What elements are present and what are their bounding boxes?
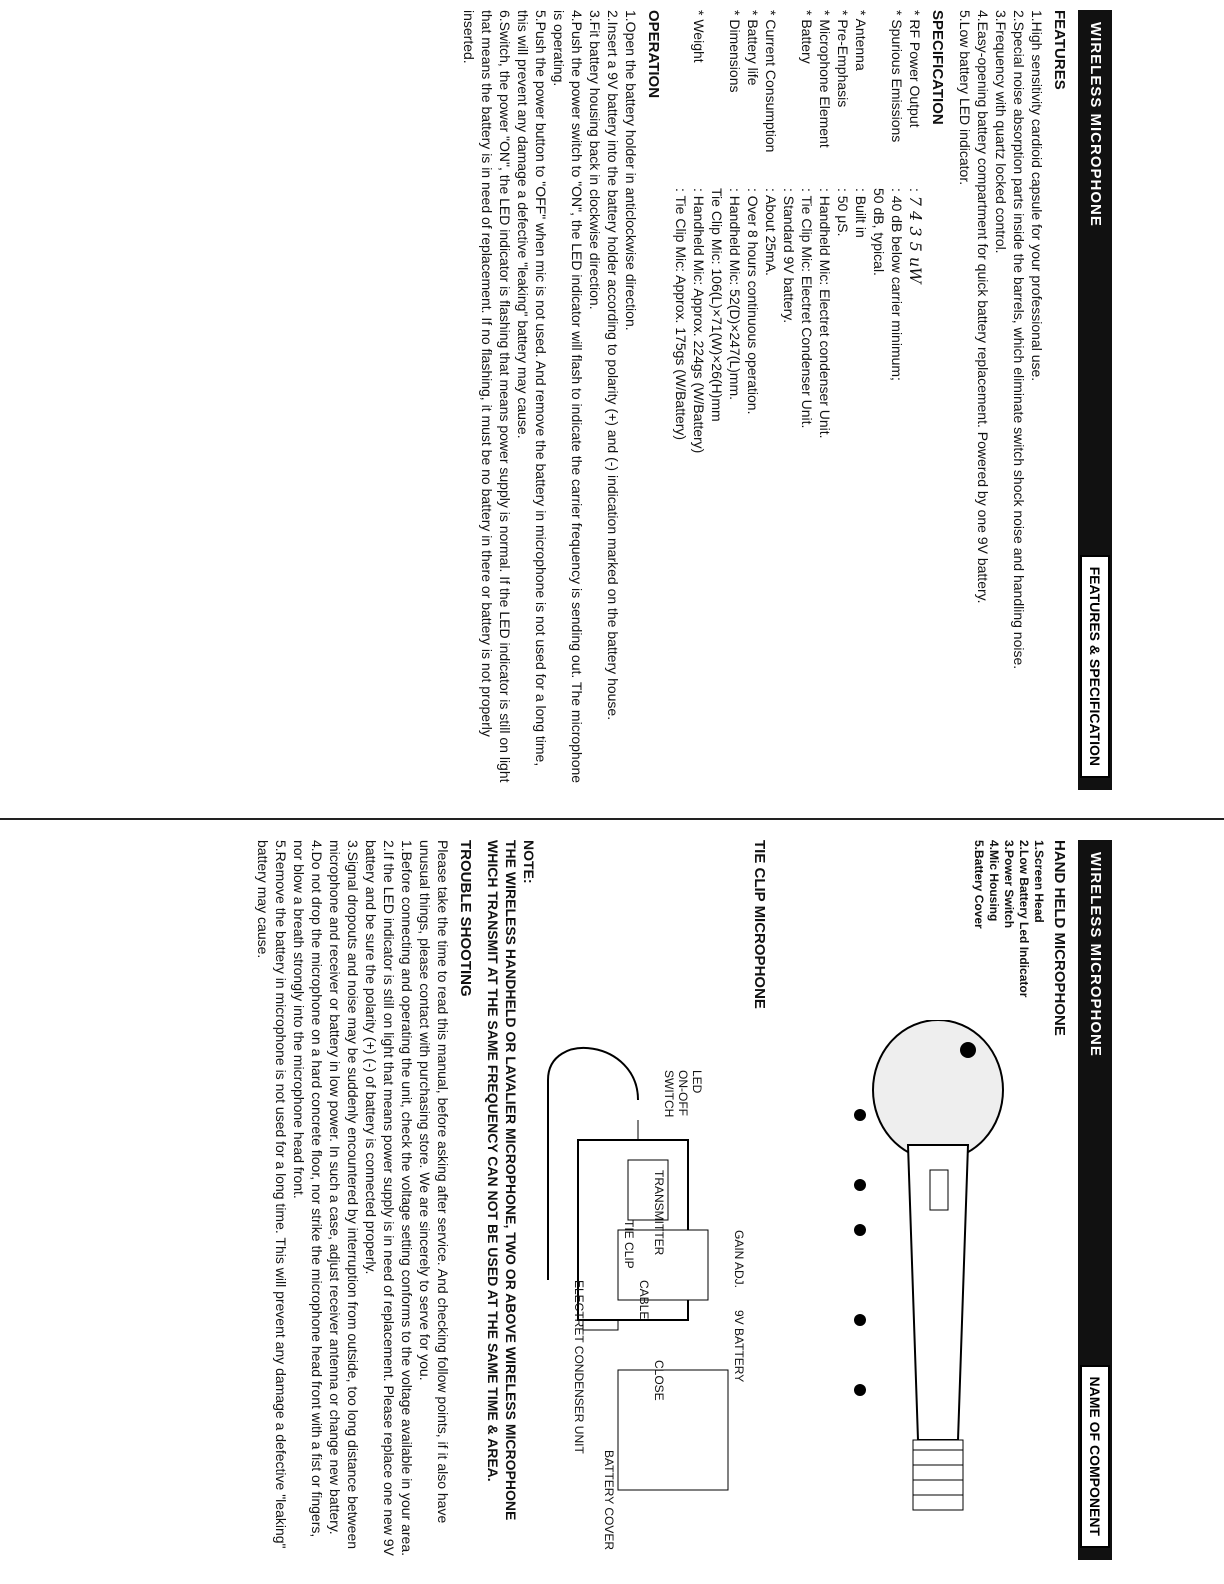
spec-value: : Handheld Mic: Electret condenser Unit. (817, 188, 833, 439)
tieclip-title: TIE CLIP MICROPHONE (751, 840, 768, 1009)
spec-value: : Over 8 hours continuous operation. (745, 188, 761, 415)
bottom-header-left: WIRELESS MICROPHONE (1087, 852, 1104, 1057)
spec-key: * Weight (691, 10, 707, 63)
tie-label-cover: BATTERY COVER (602, 1450, 616, 1551)
top-header-right: FEATURES & SPECIFICATION (1080, 555, 1110, 778)
note-block (484, 840, 538, 1560)
list-item: 6.Switch, the power "ON", the LED indicator is flashing that means power supply is normal. If the LED indicator is still on light that means the battery is in need of replacement. If no flashing, it must be no battery in there or battery is not properly inserted. (461, 10, 513, 783)
tie-label-transmitter: TRANSMITTER (652, 1170, 666, 1256)
operation-title: OPERATION (645, 10, 662, 99)
spec-table (672, 10, 924, 790)
list-item: 5.Low battery LED indicator. (957, 10, 973, 186)
list-item: 1.High sensitivity cardioid capsule for your professional use. (1029, 10, 1045, 382)
spec-value: : 40 dB below carrier minimum; 50 dB, typical. (871, 188, 905, 381)
tie-label-close: CLOSE (652, 1360, 666, 1401)
trouble-list (254, 840, 416, 1560)
spec-title: SPECIFICATION (929, 10, 946, 125)
list-item: 3.Power Switch (1002, 840, 1016, 929)
features-title: FEATURES (1051, 10, 1068, 90)
list-item: 1.Before connecting and operating the unit, check the voltage setting conforms to the voltage available in your area. (399, 840, 415, 1557)
trouble-intro: Please take the time to read this manual, before asking after service. And checking follow points, if it also have unusual things, please contact with purchasing store. We are sincerely to serve for you. (417, 840, 451, 1524)
list-item: 1.Screen Head (1032, 840, 1046, 923)
spec-value: : Built in (853, 188, 869, 238)
features-list (956, 10, 1046, 790)
spec-key: * Current Consumption (763, 10, 779, 153)
list-item: 2.Special noise absorption parts inside the barrels, which eliminate switch shock noise and handling noise. (1011, 10, 1027, 670)
tie-label-cable: CABLE (637, 1280, 651, 1320)
spec-value: : Handheld Mic: Approx. 224gs (W/Battery) : Tie Clip Mic: Approx. 175gs (W/Battery) (673, 188, 707, 454)
list-item: 3.Frequency with quartz locked control. (993, 10, 1009, 254)
spec-value-text: : (907, 188, 923, 192)
page-divider (0, 818, 1224, 820)
list-item: 3.Signal dropouts and noise may be suddenly encountered by interruption from outside, too long distance between microphone and receiver or battery in low power. In such a case, adjust receiver antenna or change new battery. (327, 840, 361, 1550)
spec-value: : Handheld Mic: 52(D)×247(L)mm. Tie Clip Mic: 106(L)×71(W)×26(H)mm (709, 188, 743, 422)
list-item: 4.Easy-opening battery compartment for quick battery replacement. Powered by one 9V battery. (975, 10, 991, 604)
tie-label-onoff: ON-OFF (676, 1070, 690, 1116)
operation-list (460, 10, 640, 790)
spec-value: : 50 μS. (835, 188, 851, 237)
list-item: 2.Low Battery Led Indicator (1017, 840, 1031, 998)
tie-label-gain: GAIN ADJ. (732, 1230, 746, 1289)
handheld-section (778, 840, 1068, 1560)
list-item: 3.Fit battery housing back in clockwise direction. (587, 10, 603, 310)
spec-key: * Microphone Element (817, 10, 833, 148)
top-header-left: WIRELESS MICROPHONE (1087, 22, 1104, 227)
spec-key: * RF Power Output (907, 10, 923, 128)
spec-key: * Antenna (853, 10, 869, 71)
bottom-panel (254, 840, 1112, 1560)
list-item: 2.Insert a 9V battery into the battery holder according to polarity (+) and (-) indication marked on the battery house. (605, 10, 621, 721)
bottom-header (1078, 840, 1112, 1560)
spec-value: : Tie Clip Mic: Electret Condenser Unit. : Standard 9V battery. (781, 188, 815, 429)
list-item: 2.If the LED indicator is still on light that means power supply is in need of replacement. Please replace one new 9V battery and be sure the polarity (+) (-) of battery is connected properly. (363, 840, 397, 1556)
list-item: 4.Do not drop the microphone on a hard concrete floor, nor strike the microphone head front with a fist or fingers, nor blow a breath strongly into the microphone head front. (291, 840, 325, 1538)
tie-label-battery: 9V BATTERY (732, 1310, 746, 1383)
trouble-title: TROUBLE SHOOTING (457, 840, 474, 997)
handwritten-note: 7 4 3 5 uW (906, 195, 925, 284)
list-item: 5.Remove the battery in microphone is not used for a long time. This will prevent any damage a defective "leaking" battery may cause. (255, 840, 289, 1549)
list-item: 5.Battery Cover (972, 840, 986, 929)
list-item: 4.Push the power switch to "ON", the LED indicator will flash to indicate the carrier frequency is sending out. The microphone is operating. (551, 10, 585, 784)
list-item: 4.Mic Housing (987, 840, 1001, 922)
spec-key: * Dimensions (727, 10, 743, 93)
spec-key: * Pre-Emphasis (835, 10, 851, 108)
list-item: 1.Open the battery holder in anticlockwise direction. (623, 10, 639, 331)
tie-label-switch: SWITCH (662, 1070, 676, 1118)
bottom-header-right: NAME OF COMPONENT (1080, 1365, 1110, 1548)
top-panel (460, 10, 1112, 790)
tieclip-section (538, 840, 768, 1560)
tie-label-tieclip: TIE CLIP (622, 1220, 636, 1269)
spec-value (906, 188, 924, 790)
top-header (1078, 10, 1112, 790)
spec-value: : About 25mA. (763, 188, 779, 276)
spec-key: * Spurious Emissions (889, 10, 905, 143)
handheld-title: HAND HELD MICROPHONE (1051, 840, 1068, 1036)
spec-key: * Battery life (745, 10, 761, 86)
handheld-mic-illustration (848, 1020, 1028, 1520)
spec-key: * Battery (799, 10, 815, 64)
list-item: 5.Push the power button to "OFF" when mic is not used. And remove the battery in microphone is not used for a long time, this will prevent any damage a defective "leaking" battery may cause. (515, 10, 549, 767)
tie-label-electret: ELECTRET CONDENSER UNIT (572, 1280, 586, 1454)
note-title: NOTE: (521, 840, 537, 884)
tie-label-led: LED (690, 1070, 704, 1094)
note-text: THE WIRELESS HANDHELD OR LAVALIER MICROPHONE, TWO OR ABOVE WIRELESS MICROPHONE WHICH TRANSMIT AT THE SAME FREQUENCY CAN NOT BE USED AT THE SAME TIME & AREA. (485, 840, 519, 1521)
